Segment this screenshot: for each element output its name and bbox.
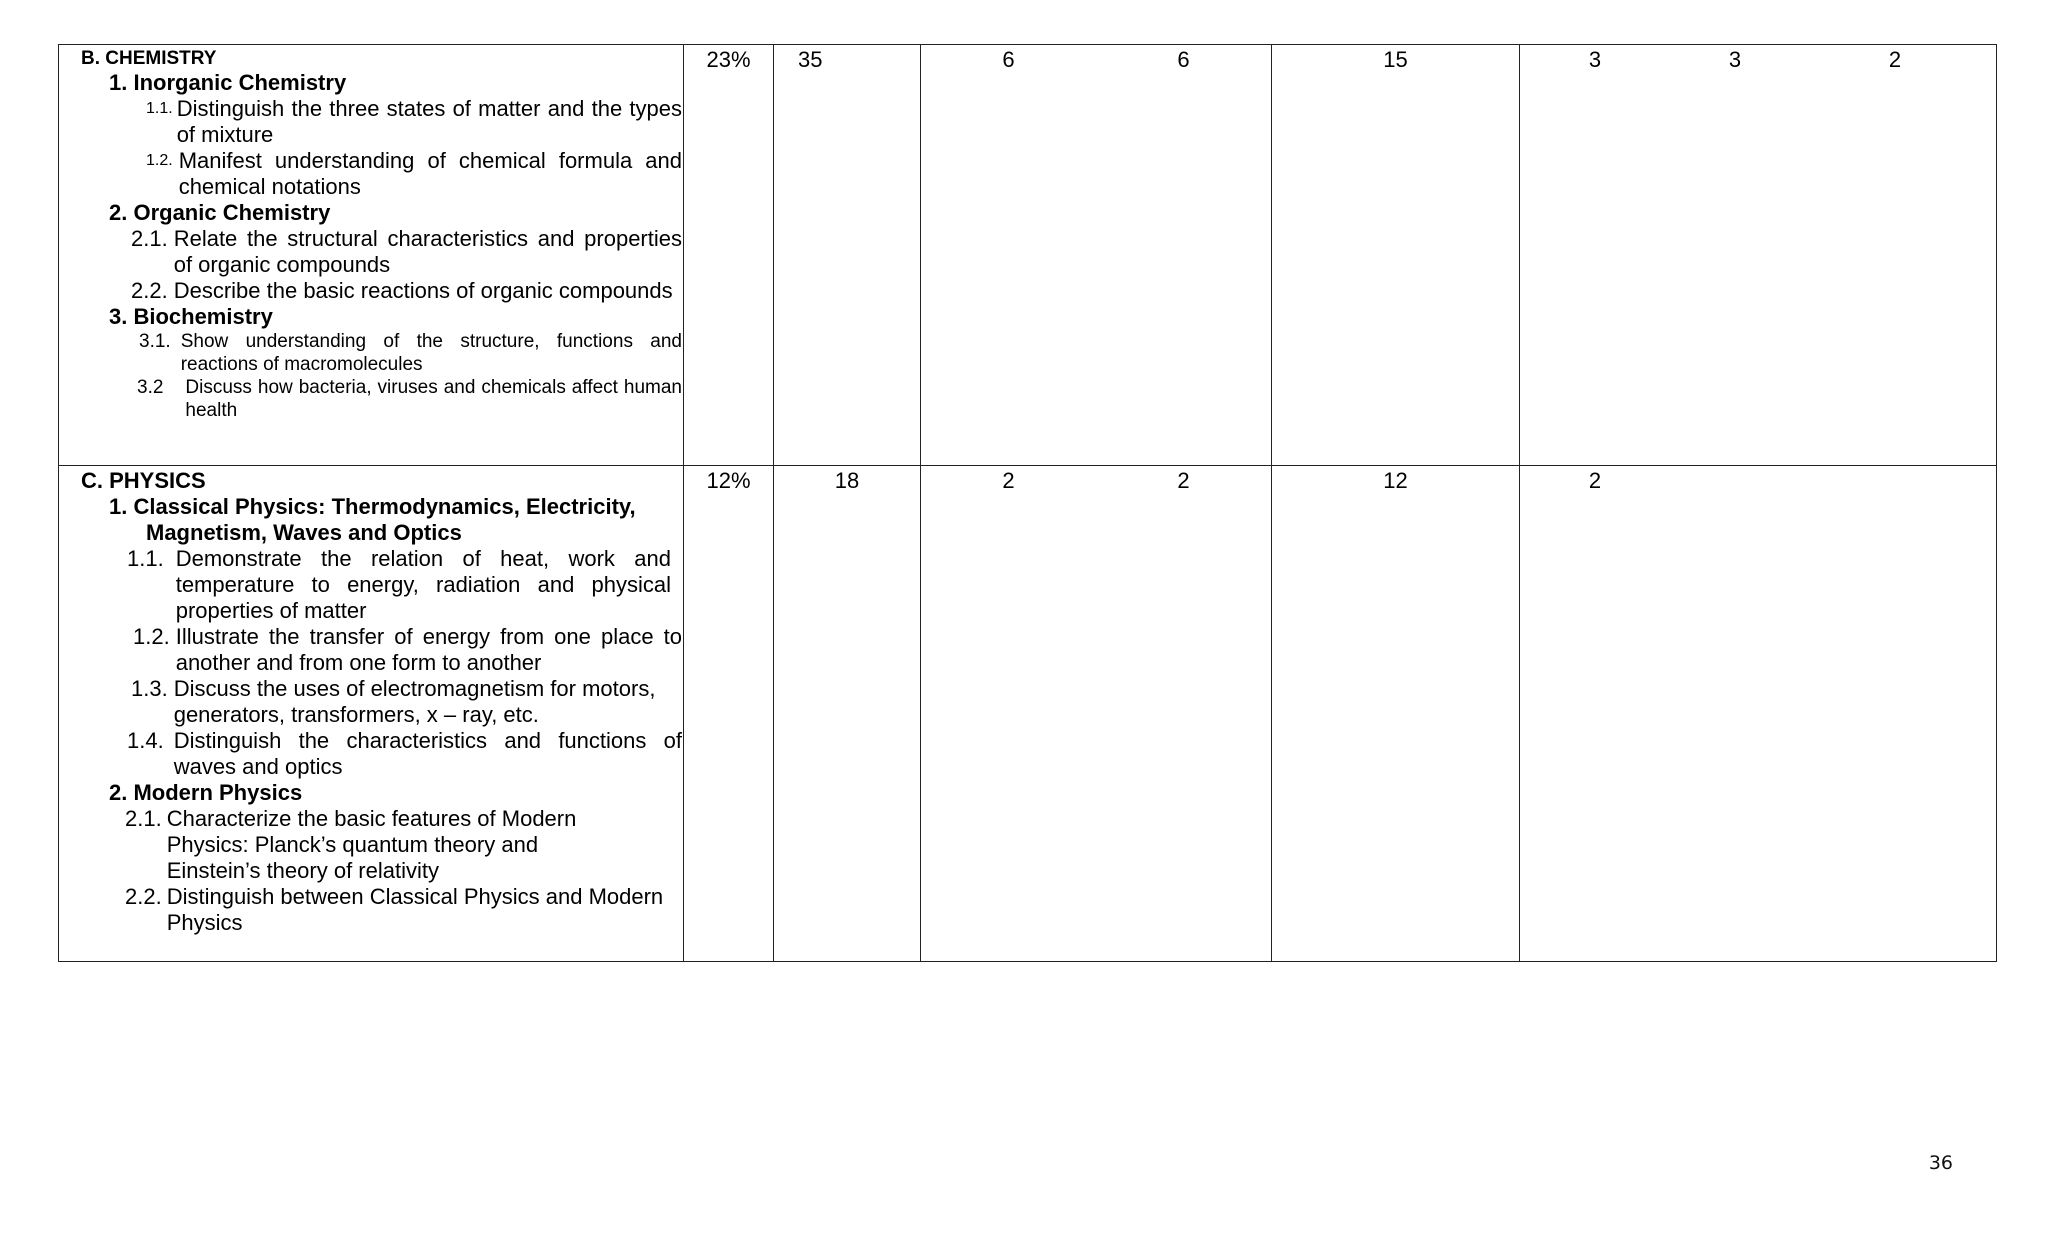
objective-item	[59, 884, 683, 936]
objective-text: Distinguish between Classical Physics and Modern Physics	[166, 884, 664, 935]
level-b-cell	[1272, 466, 1520, 962]
objective-number: 2.1.	[125, 806, 162, 831]
objective-number: 2.2.	[131, 278, 168, 303]
objective-number: 1.2.	[133, 624, 170, 649]
percent-cell	[684, 45, 774, 466]
objective-text: Discuss the uses of electromagnetism for motors, generators, transformers, x – ray, etc.	[173, 676, 656, 727]
items-value: 18	[834, 468, 860, 493]
level-b-cell	[1272, 45, 1520, 466]
items-cell	[774, 45, 921, 466]
section-title: C. PHYSICS	[81, 468, 206, 493]
percent-cell	[684, 466, 774, 962]
percent-value: 23%	[706, 47, 751, 72]
objective-number: 3.1.	[139, 331, 171, 352]
section-title: B. CHEMISTRY	[81, 48, 217, 69]
level-a-value: 6	[1002, 47, 1015, 72]
objective-text: Relate the structural characteristics and properties of organic compounds	[173, 226, 682, 277]
content-cell-physics	[59, 466, 684, 962]
page-number: 36	[1928, 1152, 1953, 1174]
level-c-value: 2	[1888, 47, 1902, 72]
objective-text: Manifest understanding of chemical formula and chemical notations	[178, 148, 682, 199]
subsection-title: 3. Biochemistry	[109, 304, 273, 329]
objective-text: Characterize the basic features of Modern Physics: Planck’s quantum theory and Einstein’s theory of relativity	[166, 806, 577, 883]
objective-number: 1.1.	[127, 546, 164, 571]
subsection-title: 2. Modern Physics	[109, 780, 303, 805]
objective-item	[59, 376, 683, 422]
items-cell	[774, 466, 921, 962]
level-c-cell	[1520, 466, 1997, 962]
level-a-value: 2	[1177, 468, 1190, 493]
table-of-specifications	[58, 44, 1997, 962]
objective-number: 2.2.	[125, 884, 162, 909]
objective-text: Describe the basic reactions of organic compounds	[173, 278, 673, 303]
objective-text: Distinguish the three states of matter and the types of mixture	[176, 96, 682, 147]
objective-item	[59, 148, 683, 200]
objective-text: Illustrate the transfer of energy from one place to another and from one form to another	[175, 624, 682, 675]
table-row-physics	[59, 466, 1997, 962]
objective-item	[59, 96, 683, 148]
objective-number: 1.3.	[131, 676, 168, 701]
objective-item	[59, 226, 683, 278]
level-c-value: 3	[1588, 47, 1602, 72]
level-c-value	[1670, 468, 1800, 494]
objective-item	[59, 624, 683, 676]
objective-text: Discuss how bacteria, viruses and chemicals affect human health	[185, 377, 682, 421]
objective-text: Show understanding of the structure, functions and reactions of macromolecules	[180, 331, 682, 375]
objective-number: 1.2.	[146, 152, 173, 169]
level-b-value: 15	[1383, 47, 1408, 72]
content-cell-chemistry	[59, 45, 684, 466]
objective-number: 3.2	[137, 377, 164, 398]
subsection-title: 2. Organic Chemistry	[109, 200, 331, 225]
subsection-title-line: 1. Classical Physics: Thermodynamics, Electricity,	[109, 494, 636, 519]
level-c-cell	[1520, 45, 1997, 466]
objective-number: 1.1.	[146, 100, 173, 117]
objective-item	[59, 546, 683, 624]
subsection-title: 1. Inorganic Chemistry	[109, 70, 347, 95]
objective-item	[59, 330, 683, 376]
objective-number: 2.1.	[131, 226, 168, 251]
objective-text: Demonstrate the relation of heat, work and temperature to energy, radiation and physical properties of matter	[175, 546, 671, 623]
items-value: 35	[798, 47, 823, 72]
objective-item	[59, 806, 683, 884]
subsection-title	[59, 494, 683, 546]
level-b-value: 12	[1383, 468, 1408, 493]
objective-item	[59, 278, 683, 304]
level-c-value	[1800, 468, 1990, 494]
level-c-value: 3	[1728, 47, 1742, 72]
level-a-cell	[921, 466, 1272, 962]
level-a-cell	[921, 45, 1272, 466]
objective-item	[59, 676, 683, 728]
table-row-chemistry	[59, 45, 1997, 466]
level-a-value: 2	[1002, 468, 1015, 493]
subsection-title-line: Magnetism, Waves and Optics	[146, 520, 462, 545]
level-a-value: 6	[1177, 47, 1190, 72]
objective-text: Distinguish the characteristics and functions of waves and optics	[173, 728, 682, 779]
objective-item	[59, 728, 683, 780]
level-c-value: 2	[1588, 468, 1602, 493]
objective-number: 1.4.	[127, 728, 164, 753]
percent-value: 12%	[706, 468, 751, 493]
